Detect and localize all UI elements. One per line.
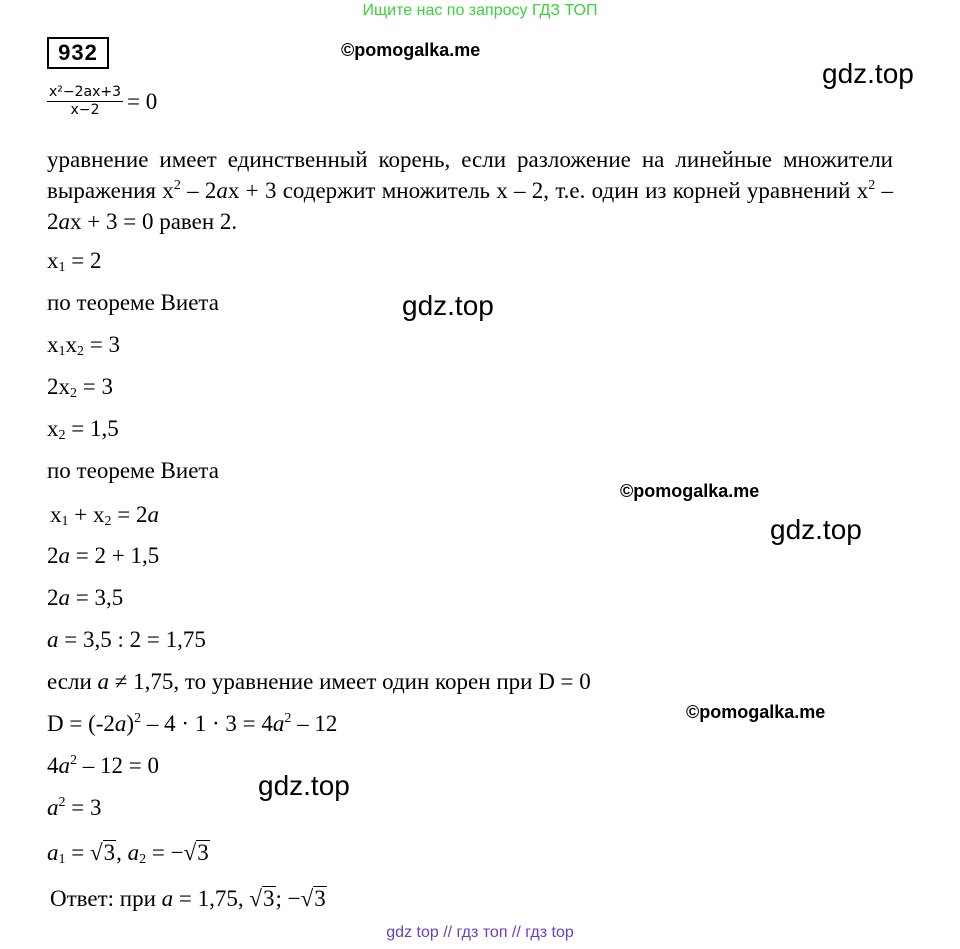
top-banner: Ищите нас по запросу ГДЗ ТОП [362,2,598,19]
line-answer: Ответ: при a = 1,75, √3; −√3 [50,886,326,911]
watermark-gdz: gdz.top [258,770,350,801]
explanation-paragraph: уравнение имеет единственный корень, если разложение на линейные множители выражения $x^2 - 2ax + 3$ содержит множитель x – 2, т.е. один из корней уравнений $x^2 - 2ax + 3 = 0$ равен 2. [47,147,894,234]
watermark-gdz: gdz.top [770,514,862,545]
fraction [47,84,123,119]
fraction-denominator: x−2 [70,102,100,118]
equation-rhs: = 0 [127,88,158,114]
problem-number: 932 [47,37,109,69]
fraction-numerator: x²−2ax+3 [49,84,122,100]
line-roots: $a_1 = √3$, $a_2 = -√3$ [47,840,209,867]
line-2a-value: 2a = 3,5 [47,585,124,610]
equation [47,84,157,119]
line-vieta-1: по теореме Виета [47,290,219,315]
line-vieta-2: по теореме Виета [47,458,219,483]
line-discriminant: $D = (-2a)^2 - 4 \cdot 1 \cdot 3 = 4a^2 - 12$ [47,711,338,736]
line-d-zero: $4a^2 - 12 = 0$ [47,753,159,778]
line-x2: $x_2 = 1,5$ [47,416,119,443]
watermark-pomogalka: ©pomogalka.me [686,702,826,722]
line-2a: 2a = 2 + 1,5 [47,543,160,568]
watermark-pomogalka: ©pomogalka.me [341,40,481,60]
line-2x2: $2x_2 = 3$ [47,374,113,401]
bottom-banner: gdz top // гдз топ // гдз top [386,924,574,941]
line-x1: $x_1 = 2$ [47,248,102,275]
line-a-value: a = 3,5 : 2 = 1,75 [47,627,206,652]
line-condition: если a ≠ 1,75, то уравнение имеет один корен при D = 0 [47,669,591,694]
watermark-gdz: gdz.top [402,290,494,321]
line-a-squared: $a^2 = 3$ [47,795,102,820]
watermark-pomogalka: ©pomogalka.me [620,481,760,501]
line-sum: $x_1 + x_2 = 2a$ [50,502,159,529]
watermark-gdz: gdz.top [822,58,914,89]
line-product: $x_1x_2 = 3$ [47,332,120,359]
